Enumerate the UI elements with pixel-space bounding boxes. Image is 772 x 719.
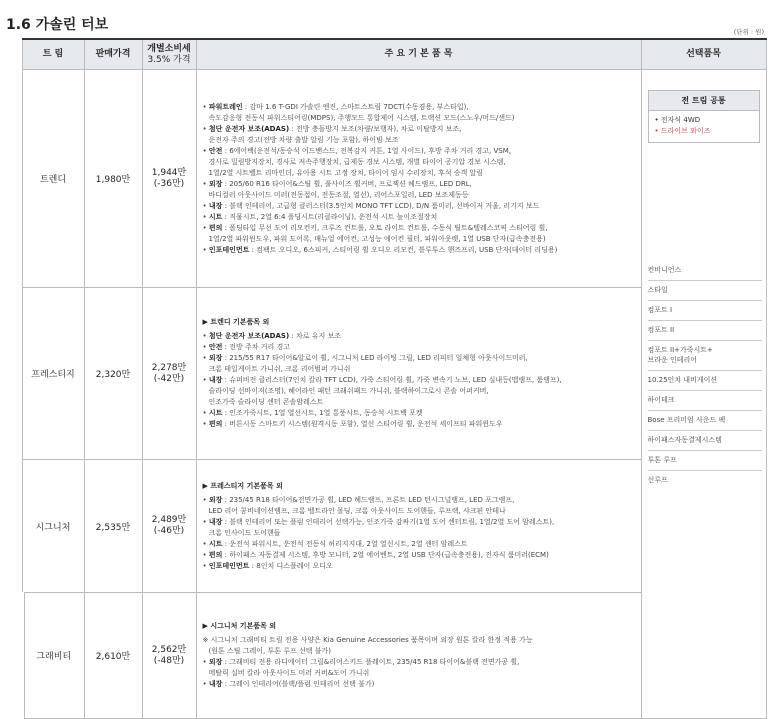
- option-item: 컴포트 I: [648, 301, 762, 321]
- bullet: •: [202, 409, 209, 417]
- header-options: 선택품목: [641, 39, 766, 70]
- tax-price-value: 2,278만: [151, 362, 187, 373]
- feature-text: : 컴팩트 오디오, 6스피커, 스티어링 휠 오디오 리모컨, 블루투스 핸즈프리, USB 단자(데이터 리딩용): [249, 245, 558, 254]
- option-item: 10.25인치 내비게이션: [648, 371, 762, 391]
- bullet: •: [202, 354, 209, 362]
- feature-line: [203, 331, 635, 342]
- trim-name: 트렌디: [22, 70, 84, 288]
- option-item: 컴포트 II+가죽시트+ 브라운 인테리어: [648, 341, 762, 371]
- feature-text: 속도감응형 전동식 파워스티어링(MDPS), 주행모드 통합제어 시스템, 트랙션 모드(스노우/머드/샌드): [208, 113, 515, 122]
- feature-text: 바디컬러 아웃사이드 미러(전동접이, 전동조절, 열선), 리어스포일러, LED 보조제동등: [208, 190, 469, 199]
- feature-category: 첨단 운전자 보조(ADAS): [208, 332, 290, 340]
- feature-category: 시트: [208, 409, 223, 417]
- bullet: •: [202, 212, 209, 221]
- trim-price: 2,610만: [84, 593, 142, 719]
- feature-line: [203, 102, 635, 113]
- feature-line: [203, 679, 635, 690]
- bullet: •: [202, 332, 209, 340]
- feature-text: LED 리어 콤비네이션램프, 크롬 벨트라인 몰딩, 크롬 아웃사이드 도어핸들, 루프랙, 샤크핀 안테나: [208, 506, 506, 515]
- feature-text: : 차로 유지 보조: [289, 332, 341, 340]
- feature-text: : 그래비티 전용 라디에이터 그릴&리어스키드 플레이트, 235/45 R18 타이어&블랙 전면가공 휠,: [222, 658, 520, 666]
- trim-name: 그래비티: [22, 593, 84, 719]
- trim-row: [22, 70, 766, 288]
- option-item: 컨비니언스: [648, 261, 762, 281]
- feature-text: : 6에어백(운전석/동승석 어드밴스드, 전복감지 커튼, 1열 사이드), 후방 주차 거리 경고, VSM,: [222, 146, 511, 155]
- feature-category: 외장: [208, 354, 223, 362]
- features-heading: ▶ 시그니처 기본품목 외: [202, 622, 277, 630]
- trim-price: 1,980만: [84, 70, 142, 288]
- trim-features: [196, 288, 641, 460]
- bullet: •: [202, 420, 209, 428]
- header-price: 판매가격: [84, 39, 142, 70]
- feature-text: : 그레이 인테리어(블랙/플럼 인테리어 선택 불가): [222, 680, 375, 688]
- feature-line: [203, 635, 635, 646]
- feature-text: : 205/60 R16 타이어&스틸 휠, 풀사이즈 휠커버, 프로젝션 헤드램프, LED DRL,: [222, 179, 472, 188]
- bullet: •: [202, 539, 209, 548]
- bullet: •: [202, 102, 209, 111]
- feature-category: 인포테인먼트: [208, 245, 250, 254]
- price-table: [20, 38, 767, 719]
- option-list: [642, 261, 766, 490]
- bullet: •: [202, 561, 209, 570]
- feature-category: 첨단 운전자 보조(ADAS): [208, 124, 290, 133]
- feature-text: : 버튼시동 스마트키 시스템(원격시동 포함), 열선 스티어링 휠, 운전석 세이프티 파워윈도우: [222, 420, 503, 428]
- feature-line: [203, 517, 635, 528]
- feature-category: 편의: [208, 420, 223, 428]
- options-column: [641, 70, 766, 719]
- feature-text: : 슈퍼비전 클러스터(7인치 칼라 TFT LCD), 가죽 스티어링 휠, 가죽 변속기 노브, LED 실내등(맵램프, 룸램프),: [222, 376, 562, 384]
- feature-line: [203, 506, 635, 517]
- feature-line: [203, 561, 635, 572]
- feature-line: [203, 124, 635, 135]
- feature-line: [203, 212, 635, 223]
- feature-line: [203, 397, 635, 408]
- feature-text: (원톤 스틸 그레이, 투톤 루프 선택 불가): [208, 647, 331, 655]
- feature-category: 내장: [208, 517, 223, 526]
- feature-text: : 폴딩타입 무선 도어 리모컨키, 크루즈 컨트롤, 오토 라이트 컨트롤, 수동식 틸트&텔레스코픽 스티어링 휠,: [222, 223, 548, 232]
- feature-text: : 235/45 R18 타이어&전면가공 휠, LED 헤드램프, 프론트 LED 턴시그널램프, LED 포그램프,: [222, 495, 515, 504]
- feature-category: 편의: [208, 223, 223, 232]
- option-item: 하이테크: [648, 391, 762, 411]
- common-options-title: 전 트림 공통: [649, 91, 759, 111]
- option-item: 투톤 루프: [648, 451, 762, 471]
- feature-category: 외장: [208, 179, 223, 188]
- trim-name: 프레스티지: [22, 288, 84, 460]
- feature-text: : 감마 1.6 T-GDI 가솔린 엔진, 스마트스트림 7DCT(수동겸용, 부스타입),: [242, 102, 469, 111]
- feature-line: [203, 157, 635, 168]
- header-tax-line1: 개별소비세: [147, 43, 191, 54]
- feature-line: [203, 113, 635, 124]
- feature-line: [203, 342, 635, 353]
- tax-price-value: 1,944만: [151, 167, 187, 178]
- trim-features: [196, 70, 641, 288]
- header-items: 주 요 기 본 품 목: [196, 39, 641, 70]
- feature-category: 파워트레인: [208, 102, 243, 111]
- feature-text: 메탈릭 실버 칼라 아웃사이드 미러 커버&도어 가니쉬: [208, 669, 370, 677]
- feature-text: : 직물시트, 2열 6:4 폴딩시트(리클라이닝), 운전석 시트 높이조절장치: [222, 212, 438, 221]
- features-heading: ▶ 트렌디 기본품목 외: [202, 318, 270, 326]
- feature-line: [203, 168, 635, 179]
- feature-text: ※ 시그니처 그래비티 트림 전용 사양은 Kia Genuine Accessories 품목이며 외장 원톤 칼라 한정 적용 가능: [202, 636, 533, 644]
- bullet: •: [202, 223, 209, 232]
- feature-text: 1열/2열 파워윈도우, 파워 도어록, 매뉴얼 에어컨, 고성능 에어컨 필터, 파워아웃렛, 1열 USB 단자(급속충전용): [208, 234, 546, 243]
- feature-text: : 전방 충돌방지 보조(차량/보행자), 차로 이탈방지 보조,: [289, 124, 462, 133]
- feature-text: 슬라이딩 선바이저(조명), 헤어라인 패턴 크래쉬패드 가니쉬, 블랙하이그로시 콘솔 어퍼커버,: [208, 387, 489, 395]
- bullet: •: [202, 179, 209, 188]
- feature-text: 경사로 밀림방지장치, 경사로 저속주행장치, 급제동 경보 시스템, 개별 타이어 공기압 경보 시스템,: [208, 157, 506, 166]
- feature-line: [203, 201, 635, 212]
- trim-price: 2,535만: [84, 460, 142, 593]
- trim-features: [196, 460, 641, 593]
- tax-price-diff: (-46만): [153, 526, 185, 536]
- trim-tax-price: [142, 460, 196, 593]
- feature-line: [203, 419, 635, 430]
- tax-price-diff: (-48만): [153, 655, 185, 666]
- tax-price-value: 2,489만: [151, 515, 187, 525]
- feature-category: 내장: [208, 376, 223, 384]
- feature-text: : 하이패스 자동결제 시스템, 후방 모니터, 2열 에어벤트, 2열 USB 단자(급속충전용), 전자식 룸미러(ECM): [222, 550, 549, 559]
- header-trim: 트 림: [22, 39, 84, 70]
- trim-price: 2,320만: [84, 288, 142, 460]
- feature-line: [203, 646, 635, 657]
- feature-category: 시트: [208, 212, 223, 221]
- bullet: •: [202, 680, 209, 688]
- feature-line: [203, 386, 635, 397]
- feature-line: [203, 135, 635, 146]
- bullet: •: [202, 146, 209, 155]
- feature-text: : 8인치 디스플레이 오디오: [249, 561, 333, 570]
- features-heading: ▶ 프레스티지 기본품목 외: [202, 481, 283, 490]
- option-item: Bose 프리미엄 사운드 팩: [648, 411, 762, 431]
- feature-text: : 블랙 인테리어, 고급형 클러스터(3.5인치 MONO TFT LCD), D/N 룸미러, 선바이저 거울, 러기지 보드: [222, 201, 540, 210]
- feature-text: 1열/2열 시트벨트 리마인더, 유아용 시트 고정 장치, 타이어 임시 수리장치, 후석 승객 알림: [208, 168, 484, 177]
- tax-price-value: 2,562만: [151, 644, 187, 655]
- bullet: •: [202, 658, 209, 666]
- bullet: •: [202, 550, 209, 559]
- option-item: 스타일: [648, 281, 762, 301]
- feature-text: : 블랙 인테리어 또는 플럼 인테리어 선택가능, 인조가죽 감싸기(1열 도어 센터트림, 1열/2열 도어 암레스트),: [222, 517, 555, 526]
- feature-line: [203, 495, 635, 506]
- common-option-item: • 전자식 4WD: [654, 116, 701, 124]
- tax-price-diff: (-42만): [153, 373, 185, 384]
- feature-text: 크롬 인사이드 도어핸들: [208, 528, 281, 537]
- feature-line: [203, 146, 635, 157]
- bullet: •: [202, 201, 209, 210]
- feature-line: [203, 364, 635, 375]
- trim-features: [196, 593, 641, 719]
- bullet: •: [202, 517, 209, 526]
- bullet: •: [202, 343, 209, 351]
- feature-line: [203, 353, 635, 364]
- feature-line: [203, 528, 635, 539]
- feature-line: [203, 190, 635, 201]
- feature-line: [203, 539, 635, 550]
- feature-text: : 인조가죽시트, 1열 열선시트, 1열 통풍시트, 동승석 시트백 포켓: [222, 409, 423, 417]
- feature-line: [203, 375, 635, 386]
- feature-category: 내장: [208, 201, 223, 210]
- unit-label: (단위 : 원): [733, 28, 764, 36]
- common-options-list: [649, 111, 759, 142]
- feature-text: 크롬 테일게이트 가니쉬, 크롬 리어범퍼 가니쉬: [208, 365, 351, 373]
- feature-line: [203, 550, 635, 561]
- common-option-item: • 드라이브 와이즈: [654, 127, 711, 135]
- feature-line: [203, 179, 635, 190]
- feature-category: 편의: [208, 550, 223, 559]
- bullet: •: [202, 376, 209, 384]
- feature-category: 안전: [208, 343, 223, 351]
- option-item: 하이패스자동결제시스템: [648, 431, 762, 451]
- feature-text: : 215/55 R17 타이어&알로이 휠, 시그니처 LED 라이팅 그릴, LED 리피터 일체형 아웃사이드미러,: [222, 354, 528, 362]
- feature-text: : 운전석 파워시트, 운전석 전동식 허리지지대, 2열 열선시트, 2열 센터 암레스트: [222, 539, 468, 548]
- common-options-box: [648, 90, 760, 143]
- bullet: •: [202, 495, 209, 504]
- header-tax-line2: 3.5% 가격: [147, 54, 191, 65]
- feature-line: [203, 408, 635, 419]
- feature-category: 외장: [208, 658, 223, 666]
- feature-line: [203, 223, 635, 234]
- page-title: 1.6 가솔린 터보: [6, 17, 109, 33]
- feature-text: : 전방 주차 거리 경고: [222, 343, 290, 351]
- trim-tax-price: [142, 70, 196, 288]
- feature-category: 내장: [208, 680, 223, 688]
- feature-category: 인포테인먼트: [208, 561, 250, 570]
- tax-price-diff: (-36만): [153, 178, 185, 189]
- bullet: •: [202, 245, 209, 254]
- feature-text: 인조가죽 슬라이딩 센터 콘솔암레스트: [208, 398, 324, 406]
- trim-tax-price: [142, 288, 196, 460]
- feature-text: 운전자 주의 경고(전방 차량 출발 알림 기능 포함), 하이빔 보조: [208, 135, 399, 144]
- feature-line: [203, 245, 635, 256]
- feature-line: [203, 668, 635, 679]
- trim-name: 시그니처: [22, 460, 84, 593]
- bullet: •: [202, 124, 209, 133]
- feature-category: 안전: [208, 146, 223, 155]
- feature-category: 외장: [208, 495, 223, 504]
- option-item: 선루프: [647, 476, 668, 484]
- feature-line: [203, 234, 635, 245]
- trim-tax-price: [142, 593, 196, 719]
- header-tax-price: [142, 39, 196, 70]
- feature-category: 시트: [208, 539, 223, 548]
- feature-line: [203, 657, 635, 668]
- option-item: 컴포트 II: [648, 321, 762, 341]
